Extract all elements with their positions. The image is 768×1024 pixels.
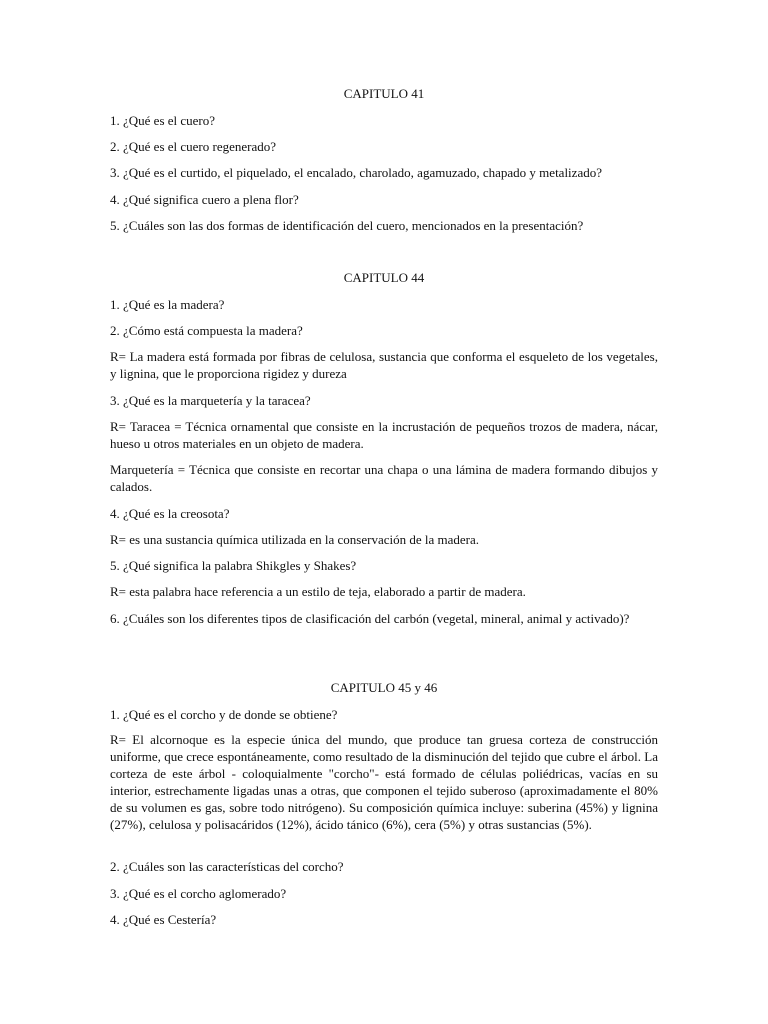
answer-44-3-marqueteria: Marquetería = Técnica que consiste en recortar una chapa o una lámina de madera formando dibujos y calados. [110,462,658,494]
question-44-4: 4. ¿Qué es la creosota? [110,506,230,521]
question-45-3: 3. ¿Qué es el corcho aglomerado? [110,886,287,901]
question-41-5: 5. ¿Cuáles son las dos formas de identificación del cuero, mencionados en la presentación? [110,218,584,233]
answer-44-3-taracea: R= Taracea = Técnica ornamental que consiste en la incrustación de pequeños trozos de madera, nácar, hueso u otros materiales en un objeto de madera. [110,419,658,451]
question-44-6: 6. ¿Cuáles son los diferentes tipos de clasificación del carbón (vegetal, mineral, animal y activado)? [110,611,630,626]
question-45-4: 4. ¿Qué es Cestería? [110,912,217,927]
question-41-1: 1. ¿Qué es el cuero? [110,113,216,128]
section-title-capitulo-41: CAPITULO 41 [343,86,425,101]
question-44-1: 1. ¿Qué es la madera? [110,297,225,312]
question-45-2: 2. ¿Cuáles son las características del corcho? [110,859,344,874]
answer-45-1: R= El alcornoque es la especie única del mundo, que produce tan gruesa corteza de construcción uniforme, que crece espontáneamente, como resultado de la disminución del tejido que cubre el árbol. La corteza de este árbol - coloquialmente "corcho"- está formado de células poliédricas, vacías en su interior, estrechamente ligadas unas a otras, que componen el tejido suberoso (aproximadamente el 80% de su volumen es gas, sobre todo nitrógeno). Su composición química incluye: suberina (45%) y lignina (27%), celulosa y polisacáridos (12%), ácido tánico (6%), cera (5%) y otras sustancias (5%). [110,732,658,832]
question-44-2: 2. ¿Cómo está compuesta la madera? [110,323,303,338]
question-41-4: 4. ¿Qué significa cuero a plena flor? [110,192,299,207]
question-41-2: 2. ¿Qué es el cuero regenerado? [110,139,277,154]
question-44-5: 5. ¿Qué significa la palabra Shikgles y Shakes? [110,558,357,573]
question-41-3: 3. ¿Qué es el curtido, el piquelado, el encalado, charolado, agamuzado, chapado y metalizado? [110,165,602,180]
question-44-3: 3. ¿Qué es la marquetería y la taracea? [110,393,311,408]
answer-44-5: R= esta palabra hace referencia a un estilo de teja, elaborado a partir de madera. [110,584,526,599]
answer-44-2: R= La madera está formada por fibras de celulosa, sustancia que conforma el esqueleto de los vegetales, y lignina, que le proporciona rigidez y dureza [110,349,658,381]
section-title-capitulo-44: CAPITULO 44 [343,270,425,285]
answer-44-4: R= es una sustancia química utilizada en la conservación de la madera. [110,532,480,547]
section-title-capitulo-45-46: CAPITULO 45 y 46 [330,680,438,695]
question-45-1: 1. ¿Qué es el corcho y de donde se obtiene? [110,707,338,722]
